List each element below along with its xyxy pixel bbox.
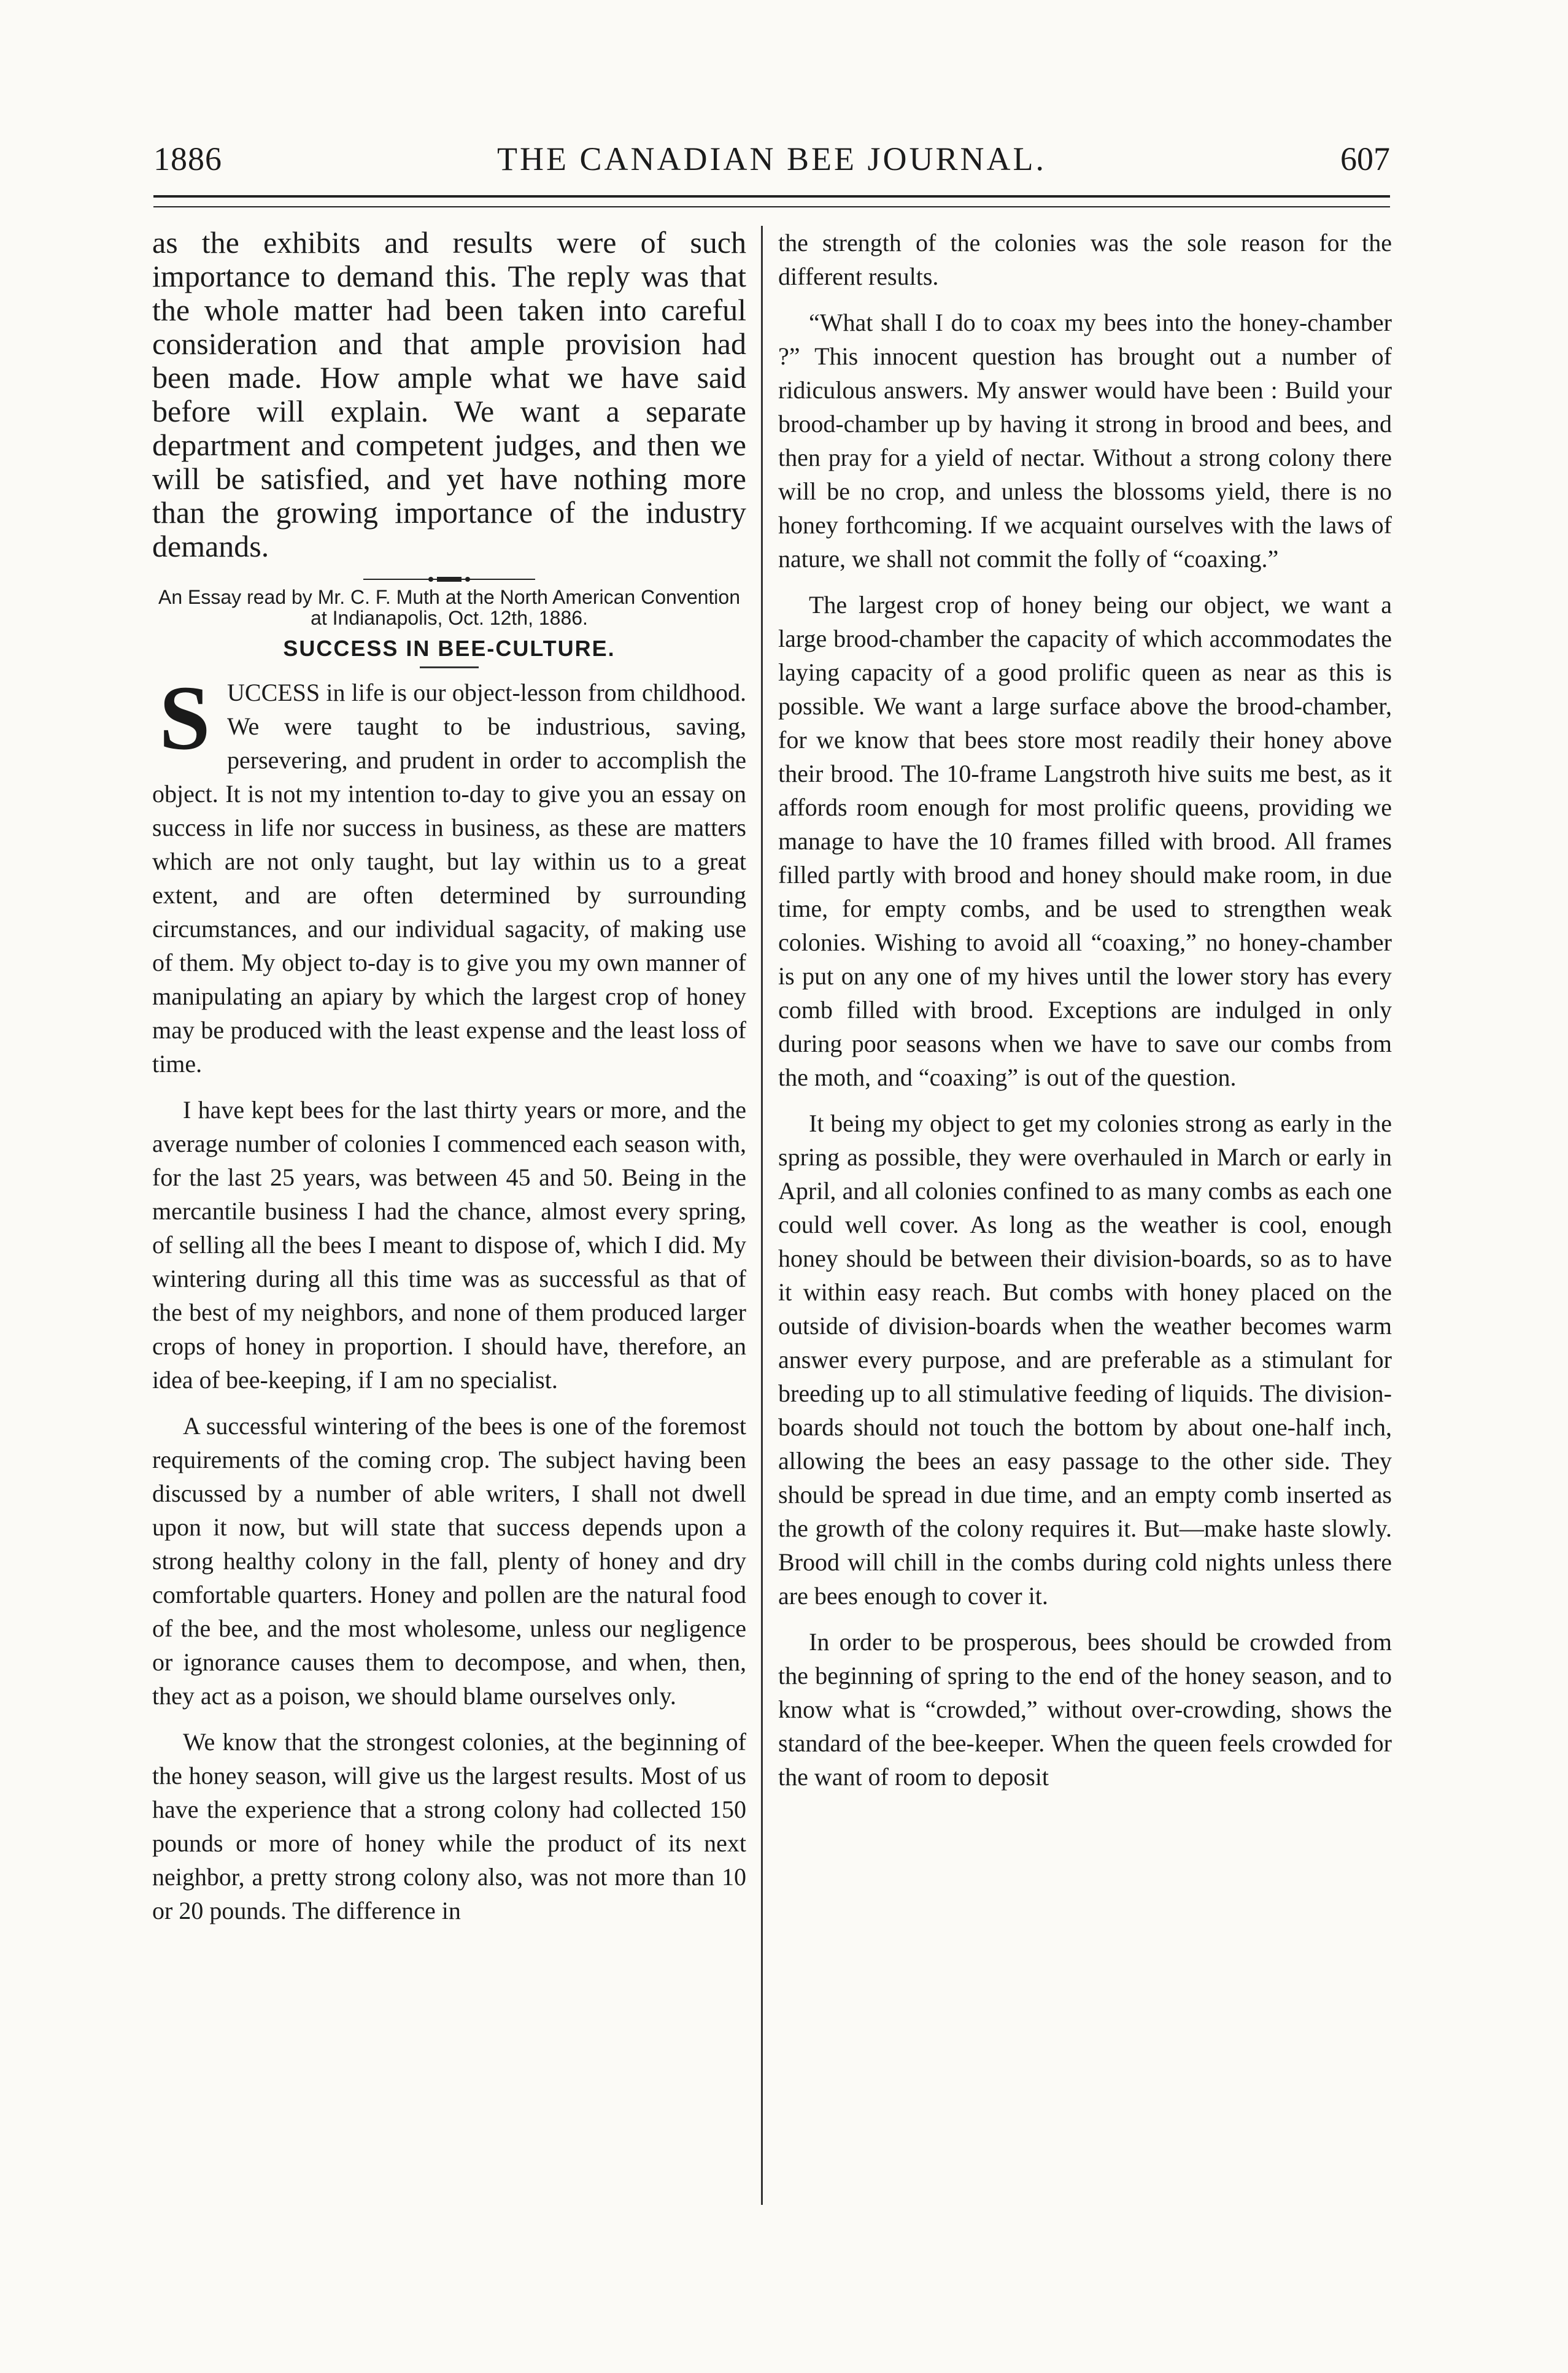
journal-title: THE CANADIAN BEE JOURNAL. bbox=[497, 141, 1046, 177]
left-column bbox=[152, 226, 746, 1927]
lead-word: UCCESS bbox=[227, 679, 320, 706]
paragraph: In order to be prosperous, bees should be crowded from the beginning of spring to the end of the honey season, and to know what is “crowded,” without over-crowding, shows the standard of the bee-keeper. When the queen feels crowded for the want of room to deposit bbox=[778, 1628, 1392, 1791]
header-year: 1886 bbox=[153, 141, 222, 177]
essay-byline: An Essay read by Mr. C. F. Muth at the North American Convention at Indianapolis, Oct. 12th, 1886. bbox=[158, 586, 740, 629]
first-paragraph-text: in life is our object-lesson from childhood. We were taught to be industrious, saving, persevering, and prudent in order to accomplish the object. It is not my intention to-day to give you an essay on success in life nor success in business, as these are matters which are not only taught, but lay within us to a great extent, and are often determined by surrounding circumstances, and our individual sagacity, of making use of them. My object to-day is to give you my own manner of manipulating an apiary by which the largest crop of honey may be produced with the least expense and the least loss of time. bbox=[152, 679, 746, 1078]
paragraph: “What shall I do to coax my bees into the honey-chamber ?” This innocent question has brought out a number of ridiculous answers. My answer would have been : Build your brood-chamber up by having it strong in brood and bees, and then pray for a yield of nectar. Without a strong colony there will be no crop, and unless the blossoms yield, there is no honey forthcoming. If we acquaint ourselves with the laws of nature, we shall not commit the folly of “coaxing.” bbox=[778, 309, 1392, 573]
paragraph: I have kept bees for the last thirty years or more, and the average number of colonies I commenced each season with, for the last 25 years, was between 45 and 50. Being in the mercantile business I had the chance, almost every spring, of selling all the bees I meant to dispose of, which I did. My wintering during all this time was as successful as that of the best of my neighbors, and none of them produced larger crops of honey in proportion. I should have, therefore, an idea of bee-keeping, if I am no specialist. bbox=[152, 1096, 746, 1394]
column-divider bbox=[761, 226, 763, 2205]
page-number: 607 bbox=[1340, 141, 1390, 177]
header-rule-bottom bbox=[153, 206, 1390, 207]
title-rule bbox=[420, 666, 479, 668]
first-paragraph bbox=[152, 667, 746, 1081]
right-column bbox=[778, 226, 1392, 1794]
paragraph: We know that the strongest colonies, at the beginning of the honey season, will give us the largest results. Most of us have the experience that a strong colony had collected 150 pounds or more of honey while the product of its next neighbor, a pretty strong colony also, was not more than 10 or 20 pounds. The difference in bbox=[152, 1728, 746, 1924]
section-title: SUCCESS IN BEE-CULTURE. bbox=[283, 636, 616, 661]
paragraph: A successful wintering of the bees is one of the foremost requirements of the coming crop. The subject having been discussed by a number of able writers, I shall not dwell upon it now, but will state that success depends upon a strong healthy colony in the fall, plenty of honey and dry comfortable quarters. Honey and pollen are the natural food of the bee, and the most wholesome, unless our negligence or ignorance causes them to decompose, and when, then, they act as a poison, we should blame ourselves only. bbox=[152, 1412, 746, 1710]
ornament-divider bbox=[363, 576, 535, 583]
running-head bbox=[153, 140, 1390, 189]
header-rule-top bbox=[153, 195, 1390, 198]
paragraph: The largest crop of honey being our object, we want a large brood-chamber the capacity of which accommodates the laying capacity of a good prolific queen as near as this is possible. We want a large surface above the brood-chamber, for we know that bees store most readily their honey above their brood. The 10-frame Langstroth hive suits me best, as it affords room enough for most prolific queens, providing we manage to have the 10 frames filled with brood. All frames filled partly with brood and honey should make room, in due time, for empty combs, and be used to strengthen weak colonies. Wishing to avoid all “coaxing,” no honey-chamber is put on any one of my hives until the lower story has every comb filled with brood. Exceptions are indulged in only during poor seasons when we have to save our combs from the moth, and “coaxing” is out of the question. bbox=[778, 591, 1392, 1091]
paragraph: the strength of the colonies was the sole reason for the different results. bbox=[778, 229, 1392, 290]
drop-cap: S bbox=[159, 667, 210, 769]
paragraph: It being my object to get my colonies strong as early in the spring as possible, they were overhauled in March or early in April, and all colonies confined to as many combs as each one could well cover. As long as the weather is cool, enough honey should be between their division-boards, so as to have it within easy reach. But combs with honey placed on the outside of division-boards when the weather becomes warm answer every purpose, and are preferable as a stimulant for breeding up to all stimulative feeding of liquids. The division-boards should not touch the bottom by about one-half inch, allowing the bees an easy passage to the other side. They should be spread in due time, and an empty comb inserted as the growth of the colony requires it. But—make haste slowly. Brood will chill in the combs during cold nights unless there are bees enough to cover it. bbox=[778, 1109, 1392, 1610]
continued-paragraph: as the exhibits and results were of such importance to demand this. The reply was that the whole matter had been taken into careful consideration and that ample provision had been made. How ample what we have said before will explain. We want a separate department and competent judges, and then we will be satisfied, and yet have nothing more than the growing importance of the industry demands. bbox=[152, 225, 746, 563]
